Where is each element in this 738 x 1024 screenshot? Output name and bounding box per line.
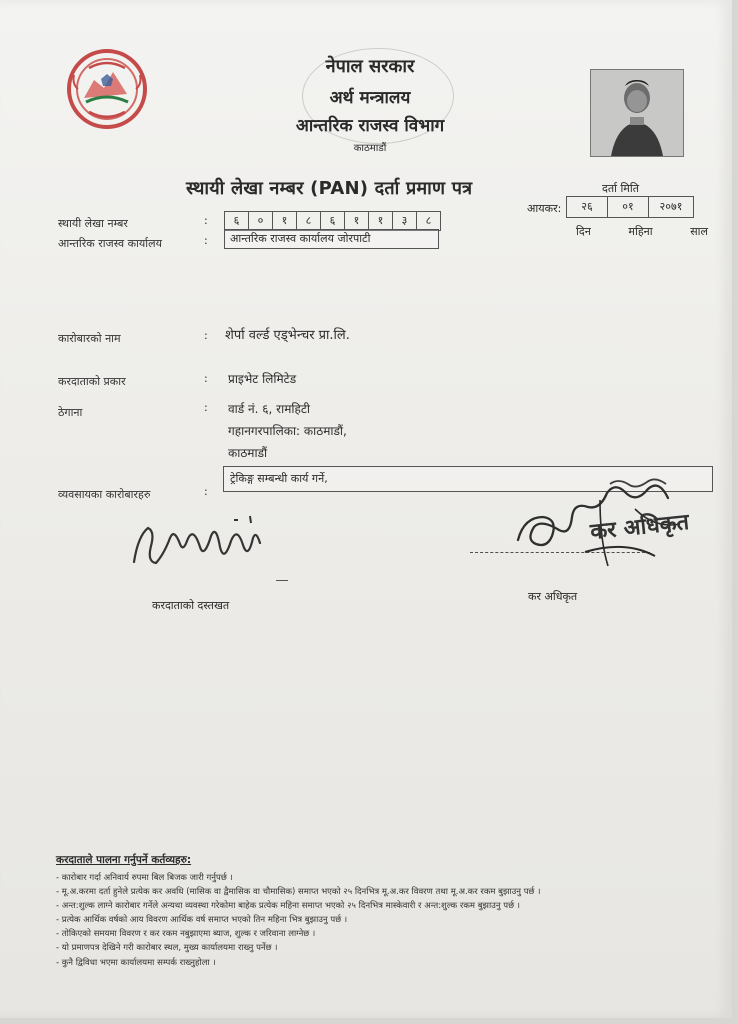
business-name-colon: : <box>204 329 208 342</box>
taxpayer-duty-item: - कुनै द्विविधा भएमा कार्यालयमा सम्पर्क राख्नुहोला । <box>56 956 704 970</box>
business-name-label: कारोबारको नाम <box>58 332 121 345</box>
pan-digit: ८ <box>297 212 321 230</box>
pan-digit: ३ <box>393 212 417 230</box>
signature-dash <box>276 580 288 581</box>
taxpayer-duties-section <box>56 853 704 970</box>
date-year: २०७१ <box>659 200 683 213</box>
date-label-month: महिना <box>628 225 653 238</box>
taxpayer-signature-label: करदाताको दस्तखत <box>152 599 230 612</box>
date-day: २६ <box>567 197 608 217</box>
taxpayer-duty-item: - मू.अ.करमा दर्ता हुनेले प्रत्येक कर अवधि (मासिक वा द्वैमासिक वा चौमासिक) समाप्त भएको २५ दिनभित्र मू.अ.कर विवरण तथा मू.अ.कर रकम बुझाउनु पर्छ । <box>56 885 704 899</box>
pan-digit: १ <box>273 212 297 230</box>
header-ministry: अर्थ मन्त्रालय <box>329 88 411 108</box>
pan-digit: ८ <box>425 214 432 227</box>
tax-prefix-label: आयकर: <box>527 202 562 215</box>
registration-date-caption: दर्ता मिति <box>602 182 640 195</box>
date-month: ०१ <box>608 197 649 217</box>
taxpayer-type-value: प्राइभेट लिमिटेड <box>228 372 297 386</box>
taxpayer-type-colon: : <box>204 372 208 385</box>
date-labels <box>576 224 708 239</box>
pan-number-box <box>224 211 441 231</box>
pan-label: स्थायी लेखा नम्बर <box>58 217 128 230</box>
office-label: आन्तरिक राजस्व कार्यालय <box>58 237 162 250</box>
taxpayer-signature <box>120 510 290 595</box>
header-department: आन्तरिक राजस्व विभाग <box>295 116 445 136</box>
header-government: नेपाल सरकार <box>325 56 415 77</box>
pan-digit: १ <box>345 212 369 230</box>
pan-digit: ० <box>249 212 273 230</box>
pan-digit: ६ <box>225 212 249 230</box>
office-colon: : <box>204 234 208 247</box>
taxpayer-duty-item: - प्रत्येक आर्थिक वर्षको आय विवरण आर्थिक वर्ष समाप्त भएको तिन महिना भित्र बुझाउनु पर्छ । <box>56 913 704 927</box>
officer-stamp-text: कर अधिकृत <box>589 509 691 546</box>
taxpayer-duty-item: - अन्त:शुल्क लाग्ने कारोबार गर्नेले अन्यथा व्यवस्था गरेकोमा बाहेक प्रत्येक महिना समाप्त भएको २५ दिनभित्र मास्केवारी र अन्त:शुल्क रकम बुझाउनु पर्छ । <box>56 899 704 913</box>
business-activity-colon: : <box>204 485 208 498</box>
address-line: काठमाडौं <box>228 446 268 460</box>
address-line: गहानगरपालिका: काठमाडौं, <box>228 424 347 438</box>
document-title: स्थायी लेखा नम्बर (PAN) दर्ता प्रमाण पत्र <box>186 178 473 199</box>
pan-digit: ६ <box>321 212 345 230</box>
nepal-government-emblem <box>56 44 158 134</box>
header-city: काठमाडौं <box>353 143 387 154</box>
address-colon: : <box>204 401 208 414</box>
date-label-year: साल <box>690 225 708 238</box>
address-line: वार्ड नं. ६, रामहिटी <box>228 402 311 416</box>
officer-signature-label: कर अधिकृत <box>528 590 578 603</box>
registration-date-box <box>566 196 694 218</box>
pan-digit: १ <box>369 212 393 230</box>
office-seal <box>302 48 454 144</box>
business-activity-label: व्यवसायका कारोबारहरु <box>58 488 151 501</box>
taxpayer-photo <box>590 69 684 157</box>
business-activity-value: ट्रेकिङ्ग सम्बन्धी कार्य गर्ने, <box>223 466 713 492</box>
taxpayer-type-label: करदाताको प्रकार <box>58 375 126 388</box>
address-block <box>228 398 347 464</box>
date-label-day: दिन <box>576 225 591 238</box>
pan-colon: : <box>204 214 208 227</box>
office-value: आन्तरिक राजस्व कार्यालय जोरपाटी <box>224 229 439 249</box>
taxpayer-duties-title: करदाताले पालना गर्नुपर्ने कर्तव्यहरु: <box>56 854 192 866</box>
taxpayer-duty-item: - यो प्रमाणपत्र देखिने गरी कारोबार स्थल, मुख्य कार्यालयमा राख्नु पर्नेछ । <box>56 941 704 955</box>
taxpayer-duty-item: - तोकिएको समयमा विवरण र कर रकम नबुझाएमा ब्याज, शुल्क र जरिवाना लाग्नेछ । <box>56 927 704 941</box>
taxpayer-duty-item: - कारोबार गर्दा अनिवार्य रुपमा बिल बिजक जारी गर्नुपर्छ । <box>56 871 704 885</box>
address-label: ठेगाना <box>58 406 83 419</box>
business-name-value: शेर्पा वर्ल्ड एड्भेन्चर प्रा.लि. <box>225 328 350 343</box>
